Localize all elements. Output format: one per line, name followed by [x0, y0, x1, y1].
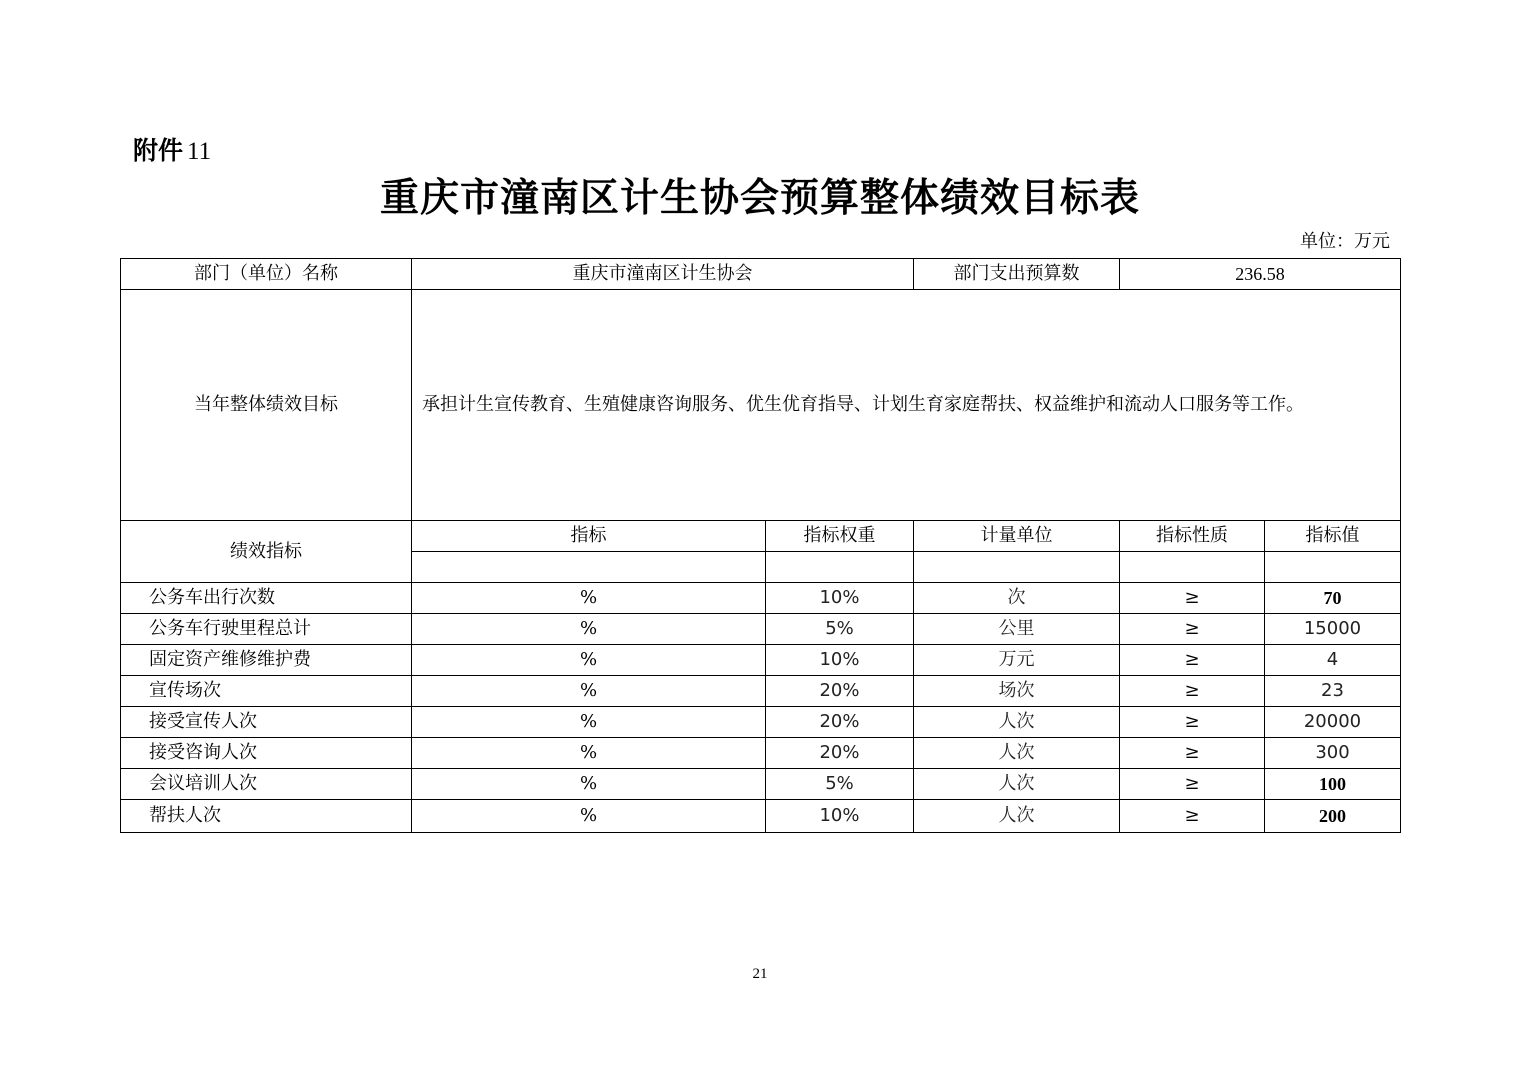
- indicator-name: 公务车行驶里程总计: [121, 614, 412, 645]
- indicator-unit: 人次: [914, 707, 1120, 738]
- indicator-symbol: %: [412, 707, 766, 738]
- indicator-value: 100: [1265, 769, 1401, 800]
- blank-cell: [914, 552, 1120, 583]
- indicator-weight: 5%: [766, 614, 914, 645]
- dept-value: 重庆市潼南区计生协会: [412, 259, 914, 290]
- indicator-header-row: [121, 521, 1401, 552]
- attachment-label: 附件: [133, 136, 184, 165]
- indicator-value: 200: [1265, 800, 1401, 833]
- indicator-weight: 20%: [766, 707, 914, 738]
- indicator-unit: 人次: [914, 738, 1120, 769]
- indicator-weight: 20%: [766, 676, 914, 707]
- attachment-number: 11: [187, 138, 212, 165]
- indicator-nature: ≥: [1120, 769, 1265, 800]
- attachment-heading: [133, 134, 211, 169]
- unit-label: 单位：万元: [1300, 231, 1390, 252]
- indicator-weight: 10%: [766, 645, 914, 676]
- table-row: [121, 614, 1401, 645]
- table-row: [121, 769, 1401, 800]
- indicator-weight: 10%: [766, 800, 914, 833]
- budget-value: 236.58: [1120, 259, 1401, 290]
- indicator-nature: ≥: [1120, 676, 1265, 707]
- indicator-weight: 20%: [766, 738, 914, 769]
- goal-label: 当年整体绩效目标: [121, 290, 412, 521]
- blank-cell: [766, 552, 914, 583]
- indicator-value: 4: [1265, 645, 1401, 676]
- col-header-weight: 指标权重: [766, 521, 914, 552]
- budget-label: 部门支出预算数: [914, 259, 1120, 290]
- indicator-nature: ≥: [1120, 707, 1265, 738]
- indicator-unit: 人次: [914, 769, 1120, 800]
- indicator-symbol: %: [412, 583, 766, 614]
- indicator-symbol: %: [412, 800, 766, 833]
- table-row: [121, 583, 1401, 614]
- indicator-weight: 5%: [766, 769, 914, 800]
- dept-label: 部门（单位）名称: [121, 259, 412, 290]
- indicator-symbol: %: [412, 769, 766, 800]
- indicator-weight: 10%: [766, 583, 914, 614]
- indicator-value: 23: [1265, 676, 1401, 707]
- col-header-unit: 计量单位: [914, 521, 1120, 552]
- indicator-name: 接受咨询人次: [121, 738, 412, 769]
- indicator-name: 接受宣传人次: [121, 707, 412, 738]
- performance-table: [120, 258, 1401, 833]
- indicator-value: 15000: [1265, 614, 1401, 645]
- page-title: 重庆市潼南区计生协会预算整体绩效目标表: [379, 175, 1140, 221]
- indicator-name: 帮扶人次: [121, 800, 412, 833]
- indicator-value: 300: [1265, 738, 1401, 769]
- indicator-symbol: %: [412, 738, 766, 769]
- indicator-unit: 万元: [914, 645, 1120, 676]
- indicator-nature: ≥: [1120, 800, 1265, 833]
- indicator-nature: ≥: [1120, 738, 1265, 769]
- table-row: [121, 800, 1401, 833]
- page-number: 21: [752, 966, 768, 982]
- indicator-symbol: %: [412, 614, 766, 645]
- summary-row: [121, 259, 1401, 290]
- indicator-name: 公务车出行次数: [121, 583, 412, 614]
- indicator-unit: 公里: [914, 614, 1120, 645]
- indicator-nature: ≥: [1120, 583, 1265, 614]
- indicator-nature: ≥: [1120, 614, 1265, 645]
- blank-cell: [1265, 552, 1401, 583]
- indicator-name: 会议培训人次: [121, 769, 412, 800]
- goal-text: 承担计生宣传教育、生殖健康咨询服务、优生优育指导、计划生育家庭帮扶、权益维护和流动人口服务等工作。: [412, 290, 1401, 521]
- table-row: [121, 645, 1401, 676]
- blank-cell: [1120, 552, 1265, 583]
- indicator-unit: 人次: [914, 800, 1120, 833]
- indicator-name: 宣传场次: [121, 676, 412, 707]
- indicator-value: 20000: [1265, 707, 1401, 738]
- indicator-section-label: 绩效指标: [121, 521, 412, 583]
- indicator-value: 70: [1265, 583, 1401, 614]
- table-row: [121, 707, 1401, 738]
- indicator-symbol: %: [412, 676, 766, 707]
- goal-row: [121, 290, 1401, 521]
- col-header-indicator: 指标: [412, 521, 766, 552]
- col-header-value: 指标值: [1265, 521, 1401, 552]
- blank-cell: [412, 552, 766, 583]
- indicator-symbol: %: [412, 645, 766, 676]
- indicator-unit: 次: [914, 583, 1120, 614]
- col-header-nature: 指标性质: [1120, 521, 1265, 552]
- indicator-unit: 场次: [914, 676, 1120, 707]
- table-row: [121, 676, 1401, 707]
- indicator-nature: ≥: [1120, 645, 1265, 676]
- table-row: [121, 738, 1401, 769]
- indicator-name: 固定资产维修维护费: [121, 645, 412, 676]
